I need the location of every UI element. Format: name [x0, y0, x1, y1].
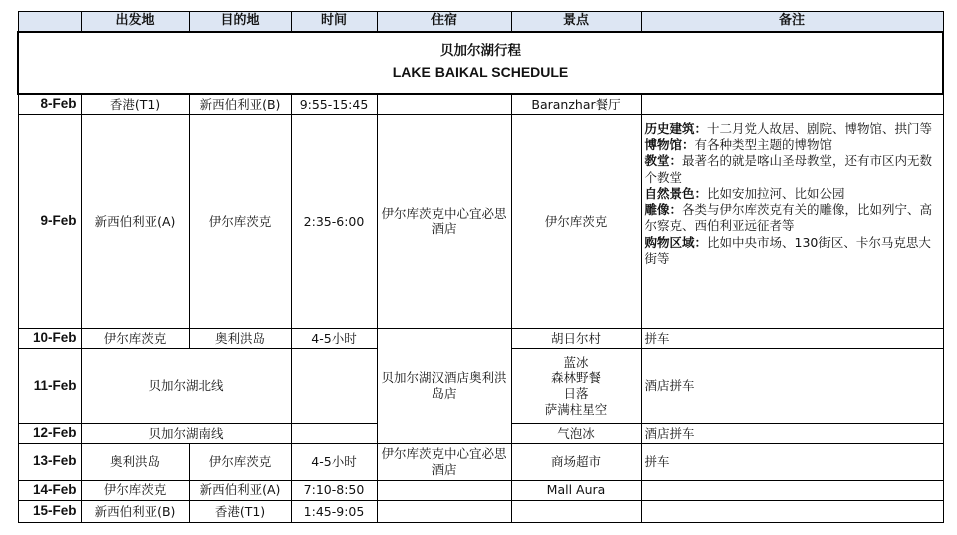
table-row [18, 480, 943, 500]
table-row [18, 94, 943, 114]
header-attraction: 景点 [511, 12, 641, 32]
note-line [645, 153, 940, 186]
time-cell [291, 349, 377, 424]
to-cell: 香港(T1) [189, 500, 291, 522]
date-cell: 8-Feb [18, 94, 81, 114]
note-label: 教堂： [644, 153, 683, 169]
attraction-cell: 胡日尔村 [511, 329, 641, 349]
note-label: 历史建筑： [644, 120, 708, 136]
date-cell: 11-Feb [18, 349, 81, 424]
route-cell: 贝加尔湖南线 [81, 423, 291, 443]
note-line [645, 202, 940, 235]
attraction-cell [511, 349, 641, 424]
header-row [18, 12, 943, 32]
note-text: 最著名的就是喀山圣母教堂，还有市区内无数个教堂 [644, 153, 933, 185]
attraction-item: 森林野餐 [550, 370, 601, 386]
date-cell: 15-Feb [18, 500, 81, 522]
note-line [645, 121, 940, 137]
header-date [18, 12, 81, 32]
date-cell: 12-Feb [18, 423, 81, 443]
note-label: 雕像： [644, 202, 683, 218]
notes-cell [641, 114, 943, 328]
header-from: 出发地 [81, 12, 189, 32]
time-cell: 1:45-9:05 [291, 500, 377, 522]
attraction-cell: 商场超市 [511, 444, 641, 480]
route-cell: 贝加尔湖北线 [81, 349, 291, 424]
note-cell [641, 94, 943, 114]
from-cell: 奥利洪岛 [81, 444, 189, 480]
hotel-cell [377, 94, 511, 114]
date-cell: 13-Feb [18, 444, 81, 480]
attraction-cell [511, 500, 641, 522]
attraction-cell: 气泡冰 [511, 423, 641, 443]
time-cell [291, 423, 377, 443]
table-row [18, 114, 943, 328]
date-cell: 9-Feb [18, 114, 81, 328]
to-cell: 新西伯利亚(B) [189, 94, 291, 114]
note-line [645, 186, 940, 202]
attraction-item: 蓝冰 [563, 354, 589, 370]
title-english: LAKE BAIKAL SCHEDULE [392, 63, 569, 80]
hotel-cell: 贝加尔湖汉酒店奥利洪岛店 [377, 329, 511, 444]
schedule-table [17, 11, 944, 523]
hotel-cell: 伊尔库茨克中心宜必思酒店 [377, 114, 511, 328]
time-cell: 4-5小时 [291, 444, 377, 480]
date-cell: 14-Feb [18, 480, 81, 500]
hotel-cell: 伊尔库茨克中心宜必思酒店 [377, 444, 511, 480]
table-row [18, 444, 943, 480]
note-cell: 酒店拼车 [641, 349, 943, 424]
time-cell: 4-5小时 [291, 329, 377, 349]
note-text: 各类与伊尔库茨克有关的雕像，比如列宁、高尔察克、西伯利亚远征者等 [644, 202, 933, 234]
to-cell: 伊尔库茨克 [189, 444, 291, 480]
attraction-cell: Baranzhar餐厅 [511, 94, 641, 114]
from-cell: 香港(T1) [81, 94, 189, 114]
from-cell: 伊尔库茨克 [81, 480, 189, 500]
note-cell [641, 500, 943, 522]
from-cell: 新西伯利亚(B) [81, 500, 189, 522]
hotel-cell [377, 480, 511, 500]
hotel-cell [377, 500, 511, 522]
attraction-cell: Mall Aura [511, 480, 641, 500]
note-cell: 酒店拼车 [641, 423, 943, 443]
note-cell [641, 480, 943, 500]
note-text: 有各种类型主题的博物馆 [694, 137, 833, 153]
attraction-item: 萨满柱星空 [544, 401, 608, 417]
title-chinese: 贝加尔湖行程 [440, 43, 521, 60]
to-cell: 新西伯利亚(A) [189, 480, 291, 500]
note-cell: 拼车 [641, 444, 943, 480]
to-cell: 奥利洪岛 [189, 329, 291, 349]
time-cell: 7:10-8:50 [291, 480, 377, 500]
note-line [645, 235, 940, 268]
header-time: 时间 [291, 12, 377, 32]
header-to: 目的地 [189, 12, 291, 32]
note-text: 比如安加拉河、比如公园 [707, 185, 845, 201]
attraction-cell: 伊尔库茨克 [511, 114, 641, 328]
time-cell: 2:35-6:00 [291, 114, 377, 328]
note-label: 购物区域： [644, 234, 708, 250]
to-cell: 伊尔库茨克 [189, 114, 291, 328]
date-cell: 10-Feb [18, 329, 81, 349]
note-label: 博物馆： [644, 137, 695, 153]
time-cell: 9:55-15:45 [291, 94, 377, 114]
note-text: 比如中央市场、130街区、卡尔马克思大街等 [644, 234, 931, 266]
header-notes: 备注 [641, 12, 943, 32]
attraction-item: 日落 [563, 386, 589, 402]
header-hotel: 住宿 [377, 12, 511, 32]
title-cell [18, 32, 943, 95]
table-row [18, 329, 943, 349]
title-row [18, 32, 943, 95]
note-label: 自然景色： [644, 185, 708, 201]
note-cell: 拼车 [641, 329, 943, 349]
from-cell: 新西伯利亚(A) [81, 114, 189, 328]
note-line [645, 137, 940, 153]
from-cell: 伊尔库茨克 [81, 329, 189, 349]
note-text: 十二月党人故居、剧院、博物馆、拱门等 [707, 120, 933, 136]
table-row [18, 500, 943, 522]
